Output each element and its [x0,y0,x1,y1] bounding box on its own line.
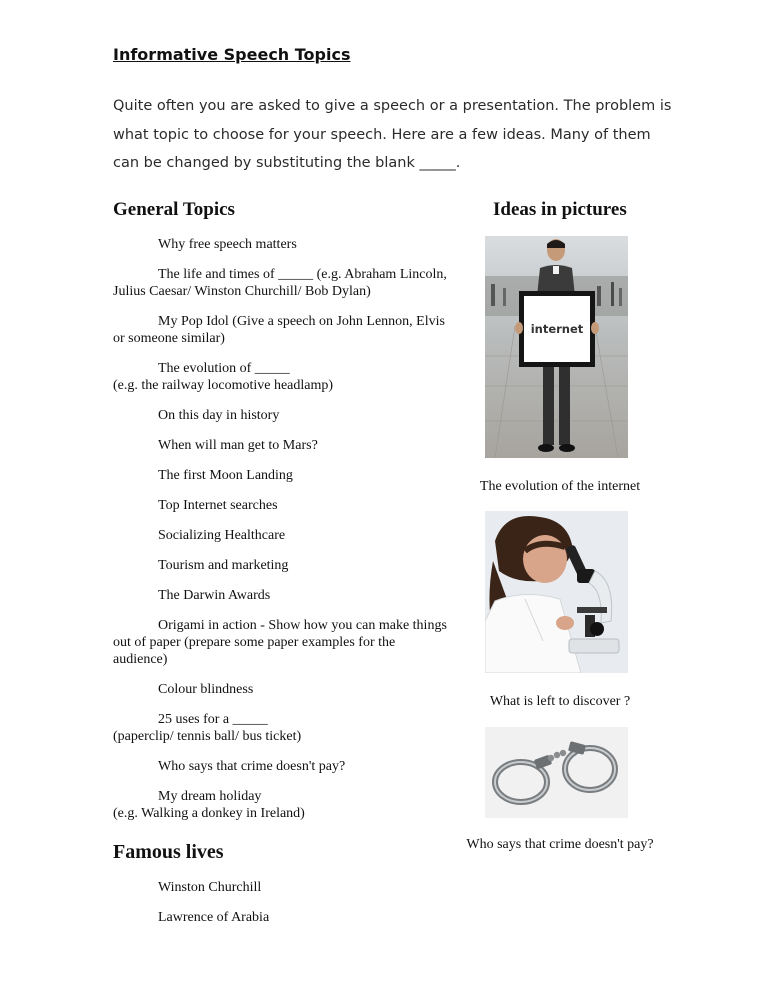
topic-item: Top Internet searches [158,498,278,513]
crime-caption: Who says that crime doesn't pay? [466,837,654,852]
handcuffs-photo [485,727,628,818]
topic-item: Colour blindness [158,682,254,697]
topic-item: On this day in history [158,408,280,423]
topic-item [113,711,453,745]
famous-item: Lawrence of Arabia [158,910,270,925]
discover-caption: What is left to discover ? [489,694,631,709]
topic-main-text: The evolution of _____ [158,361,290,376]
general-topics-heading: General Topics [113,199,235,220]
topic-item: The life and times of _____ (e.g. Abraham Lincoln, Julius Caesar/ Winston Churchill/ Bob Dylan) [113,267,447,299]
topic-example-text: (paperclip/ tennis ball/ bus ticket) [113,729,302,744]
topic-item [113,788,453,822]
topic-item: When will man get to Mars? [158,438,318,453]
famous-item: Winston Churchill [158,880,262,895]
famous-lives-heading: Famous lives [113,841,224,863]
ideas-in-pictures-heading: Ideas in pictures [493,199,627,220]
topic-example-text: (e.g. the railway locomotive headlamp) [113,378,334,393]
evolution-of-internet-caption: The evolution of the internet [479,479,641,494]
general-topics-list [113,236,453,835]
topic-item: My Pop Idol (Give a speech on John Lennon, Elvis or someone similar) [113,314,445,346]
internet-sign-photo [485,236,628,458]
topic-item: Who says that crime doesn't pay? [158,759,346,774]
topic-item: The Darwin Awards [158,588,271,603]
internet-sign-text: internet [530,322,584,336]
microscope-photo [485,511,628,673]
intro-paragraph: Quite often you are asked to give a speech or a presentation. The problem is what topic to choose for your speech. Here are a few ideas. Many of them can be changed by substituting the blank _____. [113,98,672,171]
page-title: Informative Speech Topics [113,45,351,64]
famous-lives-list [113,879,453,939]
topic-main-text: My dream holiday [158,789,262,804]
topic-item: Tourism and marketing [158,558,289,573]
topic-item: Why free speech matters [158,237,297,252]
topic-example-text: (e.g. Walking a donkey in Ireland) [113,806,305,821]
topic-item: Origami in action - Show how you can make things out of paper (prepare some paper examples for the audience) [113,618,447,667]
topic-main-text: 25 uses for a _____ [158,712,268,727]
topic-item [113,360,453,394]
topic-item: The first Moon Landing [158,468,293,483]
topic-item: Socializing Healthcare [158,528,286,543]
